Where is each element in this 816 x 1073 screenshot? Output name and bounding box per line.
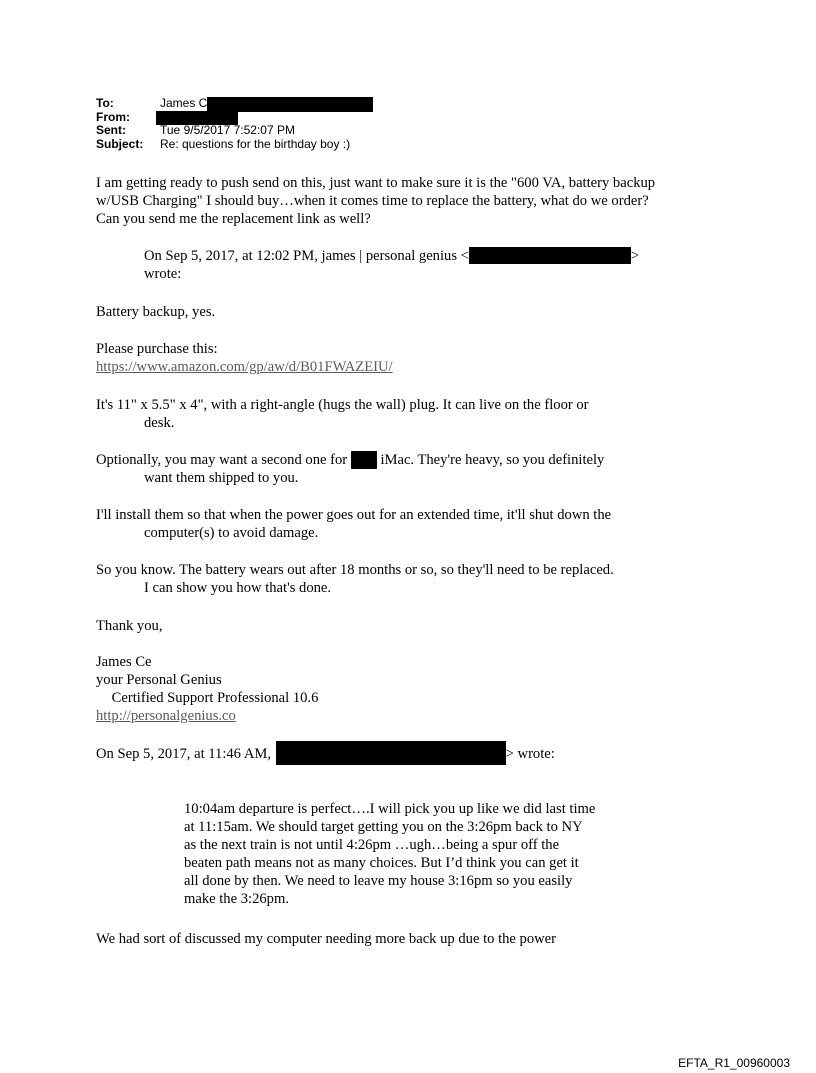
intro-line: Can you send me the replacement link as well? xyxy=(96,211,371,227)
intro-line: I am getting ready to push send on this, just want to make sure it is the "600 VA, battery backup xyxy=(96,175,656,191)
last-line: We had sort of discussed my computer needing more back up due to the power xyxy=(96,931,557,947)
signature-title: your Personal Genius xyxy=(96,672,222,688)
subject-value: Re: questions for the birthday boy :) xyxy=(160,136,351,151)
quoted-line: 10:04am departure is perfect….I will pick you up like we did last time xyxy=(184,801,596,817)
intro-line: w/USB Charging" I should buy…when it comes time to replace the battery, what do we order? xyxy=(96,193,649,209)
from-label: From: xyxy=(96,109,130,124)
quote-header-wrote: wrote: xyxy=(144,266,182,282)
please-purchase-text: Please purchase this: xyxy=(96,341,218,357)
to-value: James C xyxy=(160,96,208,110)
reply-header-wrote: > wrote: xyxy=(505,746,555,762)
quote-header-text: On Sep 5, 2017, at 12:02 PM, james | personal genius < xyxy=(144,248,469,264)
redaction-box xyxy=(351,451,377,469)
document-id: EFTA_R1_00960003 xyxy=(678,1056,790,1070)
optional-paragraph xyxy=(96,451,604,487)
install-line: I'll install them so that when the power goes out for an extended time, it'll shut down the xyxy=(96,507,612,523)
battery-backup-line: Battery backup, yes. xyxy=(96,304,216,320)
battery-line: So you know. The battery wears out after 18 months or so, so they'll need to be replaced. xyxy=(96,562,614,578)
optional-text-end: iMac. They're heavy, so you definitely xyxy=(376,452,605,468)
quote-header xyxy=(144,247,639,283)
optional-text: Optionally, you may want a second one for xyxy=(96,452,351,468)
quoted-line: all done by then. We need to leave my house 3:16pm so you easily xyxy=(184,873,573,889)
install-line: computer(s) to avoid damage. xyxy=(144,525,319,541)
signature-cert: Certified Support Professional 10.6 xyxy=(111,690,319,706)
reply-header-text: On Sep 5, 2017, at 11:46 AM, xyxy=(96,746,271,762)
to-label: To: xyxy=(96,96,114,110)
quoted-line: as the next train is not until 4:26pm …ugh…being a spur off the xyxy=(184,837,560,853)
quote-header-close: > xyxy=(630,248,640,264)
redaction-box xyxy=(469,247,631,264)
redaction-box xyxy=(276,741,506,765)
quoted-line: beaten path means not as many choices. But I’d think you can get it xyxy=(184,855,579,871)
personalgenius-link[interactable]: http://personalgenius.co xyxy=(96,708,236,724)
battery-line: I can show you how that's done. xyxy=(144,580,332,596)
size-line: desk. xyxy=(144,415,175,431)
quoted-message xyxy=(184,800,595,908)
size-line: It's 11" x 5.5" x 4", with a right-angle (hugs the wall) plug. It can live on the floor or xyxy=(96,397,589,413)
install-paragraph xyxy=(96,506,611,542)
battery-paragraph xyxy=(96,561,614,597)
reply-header xyxy=(96,745,555,765)
signature-name: James Ce xyxy=(96,654,152,670)
thanks-line: Thank you, xyxy=(96,618,163,634)
quoted-line: at 11:15am. We should target getting you on the 3:26pm back to NY xyxy=(184,819,583,835)
size-paragraph xyxy=(96,396,589,432)
sent-label: Sent: xyxy=(96,123,126,137)
amazon-link[interactable]: https://www.amazon.com/gp/aw/d/B01FWAZEIU/ xyxy=(96,359,393,375)
quoted-line: make the 3:26pm. xyxy=(184,891,289,907)
subject-label: Subject: xyxy=(96,136,144,151)
purchase-block xyxy=(96,340,393,376)
intro-paragraph xyxy=(96,174,655,228)
signature-block xyxy=(96,653,318,725)
optional-line: want them shipped to you. xyxy=(144,470,299,486)
sent-value: Tue 9/5/2017 7:52:07 PM xyxy=(160,123,295,137)
